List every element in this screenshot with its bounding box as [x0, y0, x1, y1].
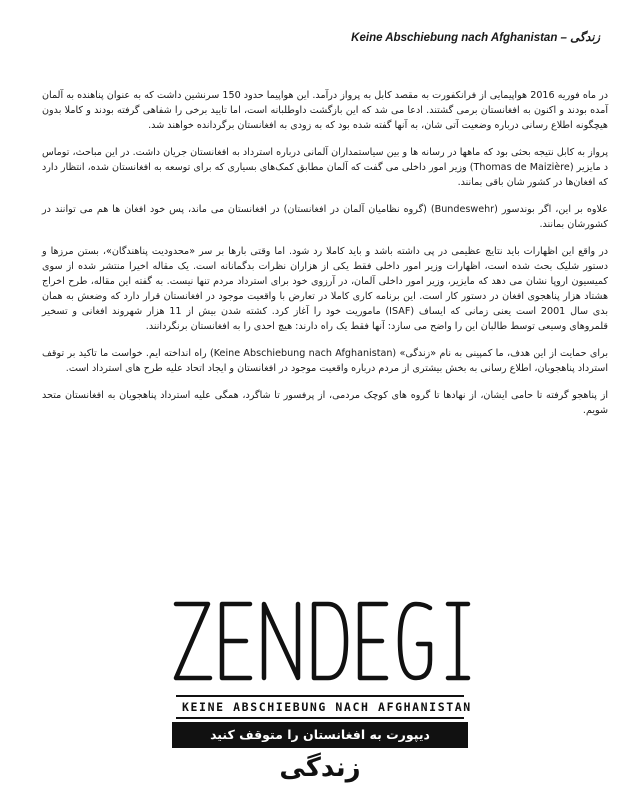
- paragraph-3: علاوه بر این، اگر بوندسور (Bundeswehr) (گروه نظامیان آلمان در افغانستان) در افغانستان می ماند، پس خود افغان ها هم می توانند در کشورشان بمانند.: [42, 204, 608, 230]
- logo-banner: دیپورت به افغانستان را متوقف کنید: [172, 722, 468, 748]
- paragraph-4: در واقع این اظهارات باید نتایج عظیمی در پی داشته باشد و باید کاملا رد شود. اما وقتی بارها بر سر «محدودیت پناهندگان»، بستن مرزها و دستور شلیک بحث شده است، اظهارات وزیر امور داخلی فقط یکی از هزاران نظرات بدگمانانه است. یک مقاله اخیرا منتشر شده از سوی کمیسیون اروپا نشان می دهد که مایزیر، وزیر امور داخلی آلمان، در آرزوی خود برای استرداد مردم تنها نیست. به گفته این مقاله، طرح اخراج هشتاد هزار پناهجوی افغان در دستور کار است. این برنامه کاری کاملا در تعارض با واقعیت موجود در افغانستان قرار دارد که وضعش به همان بدی سال 2001 است یعنی زمانی که ایساف (ISAF) ماموریت خود را آغاز کرد. کشته شدن بیش از 11 هزار شهروند افغانی و تسخیر قلمروهای وسیعی توسط طالبان این را واضح می سازد: آنها فقط یک راه دارند: هیچ احدی را به افغانستان برنگردانند.: [42, 246, 608, 332]
- paragraph-2: پرواز به کابل نتیجه بحثی بود که ماهها در رسانه ها و بین سیاستمداران آلمانی درباره استرداد به افغانستان جریان داشت. در این مباحث، توماس د مایزیر (Thomas de Maizière) وزیر امور داخلی می گفت که آلمان مطابق کمک‌های بسیاری که برای توسعه به افغانستان شده، انتظار دارد که افغان‌ها در کشور شان باقی بمانند.: [42, 147, 609, 188]
- zendegi-logo: [168, 598, 472, 788]
- paragraph-6: از پناهجو گرفته تا حامی ایشان، از نهادها تا گروه های کوچک مردمی، از پرفسور تا شاگرد، همگی علیه استرداد پناهجویان به افغانستان متحد شویم.: [42, 390, 608, 416]
- logo-subtitle: KEINE ABSCHIEBUNG NACH AFGHANISTAN: [182, 700, 472, 714]
- document-header: Keine Abschiebung nach Afghanistan – زندگی: [351, 32, 600, 44]
- logo-persian-name: زندگی: [279, 753, 361, 783]
- logo-rule-top: [176, 695, 464, 697]
- paragraph-1: در ماه فوریه 2016 هواپیمایی از فرانکفورت به مقصد کابل به پرواز درآمد. این هواپیما حدود 150 سرنشین داشت که به عنوان پناهنده به آلمان آمده بودند و اکنون به افغانستان برمی گشتند. ادعا می شد که این بازگشت داوطلبانه است، اما تایید برخی را شفاهی گرفته بودند و کاملا بدون هیچگونه اطلاع رسانی درباره وضعیت آتی شان، به آنها گفته شده بود که به زودی به افغانستان برگردانده خواهند شد.: [42, 90, 608, 131]
- zendegi-wordmark: [168, 598, 472, 684]
- article-body: [42, 88, 608, 430]
- logo-rule-bottom: [176, 717, 464, 719]
- paragraph-5: برای حمایت از این هدف، ما کمپینی به نام «زندگی» (Keine Abschiebung nach Afghanistan) راه انداخته ایم. خواست ما تاکید بر توقف استرداد پناهجویان، اطلاع رسانی به بخش بیشتری از مردم درباره واقعیت موجود در افغانستان و ایجاد اتحاد علیه طرح های استرداد است.: [42, 348, 608, 374]
